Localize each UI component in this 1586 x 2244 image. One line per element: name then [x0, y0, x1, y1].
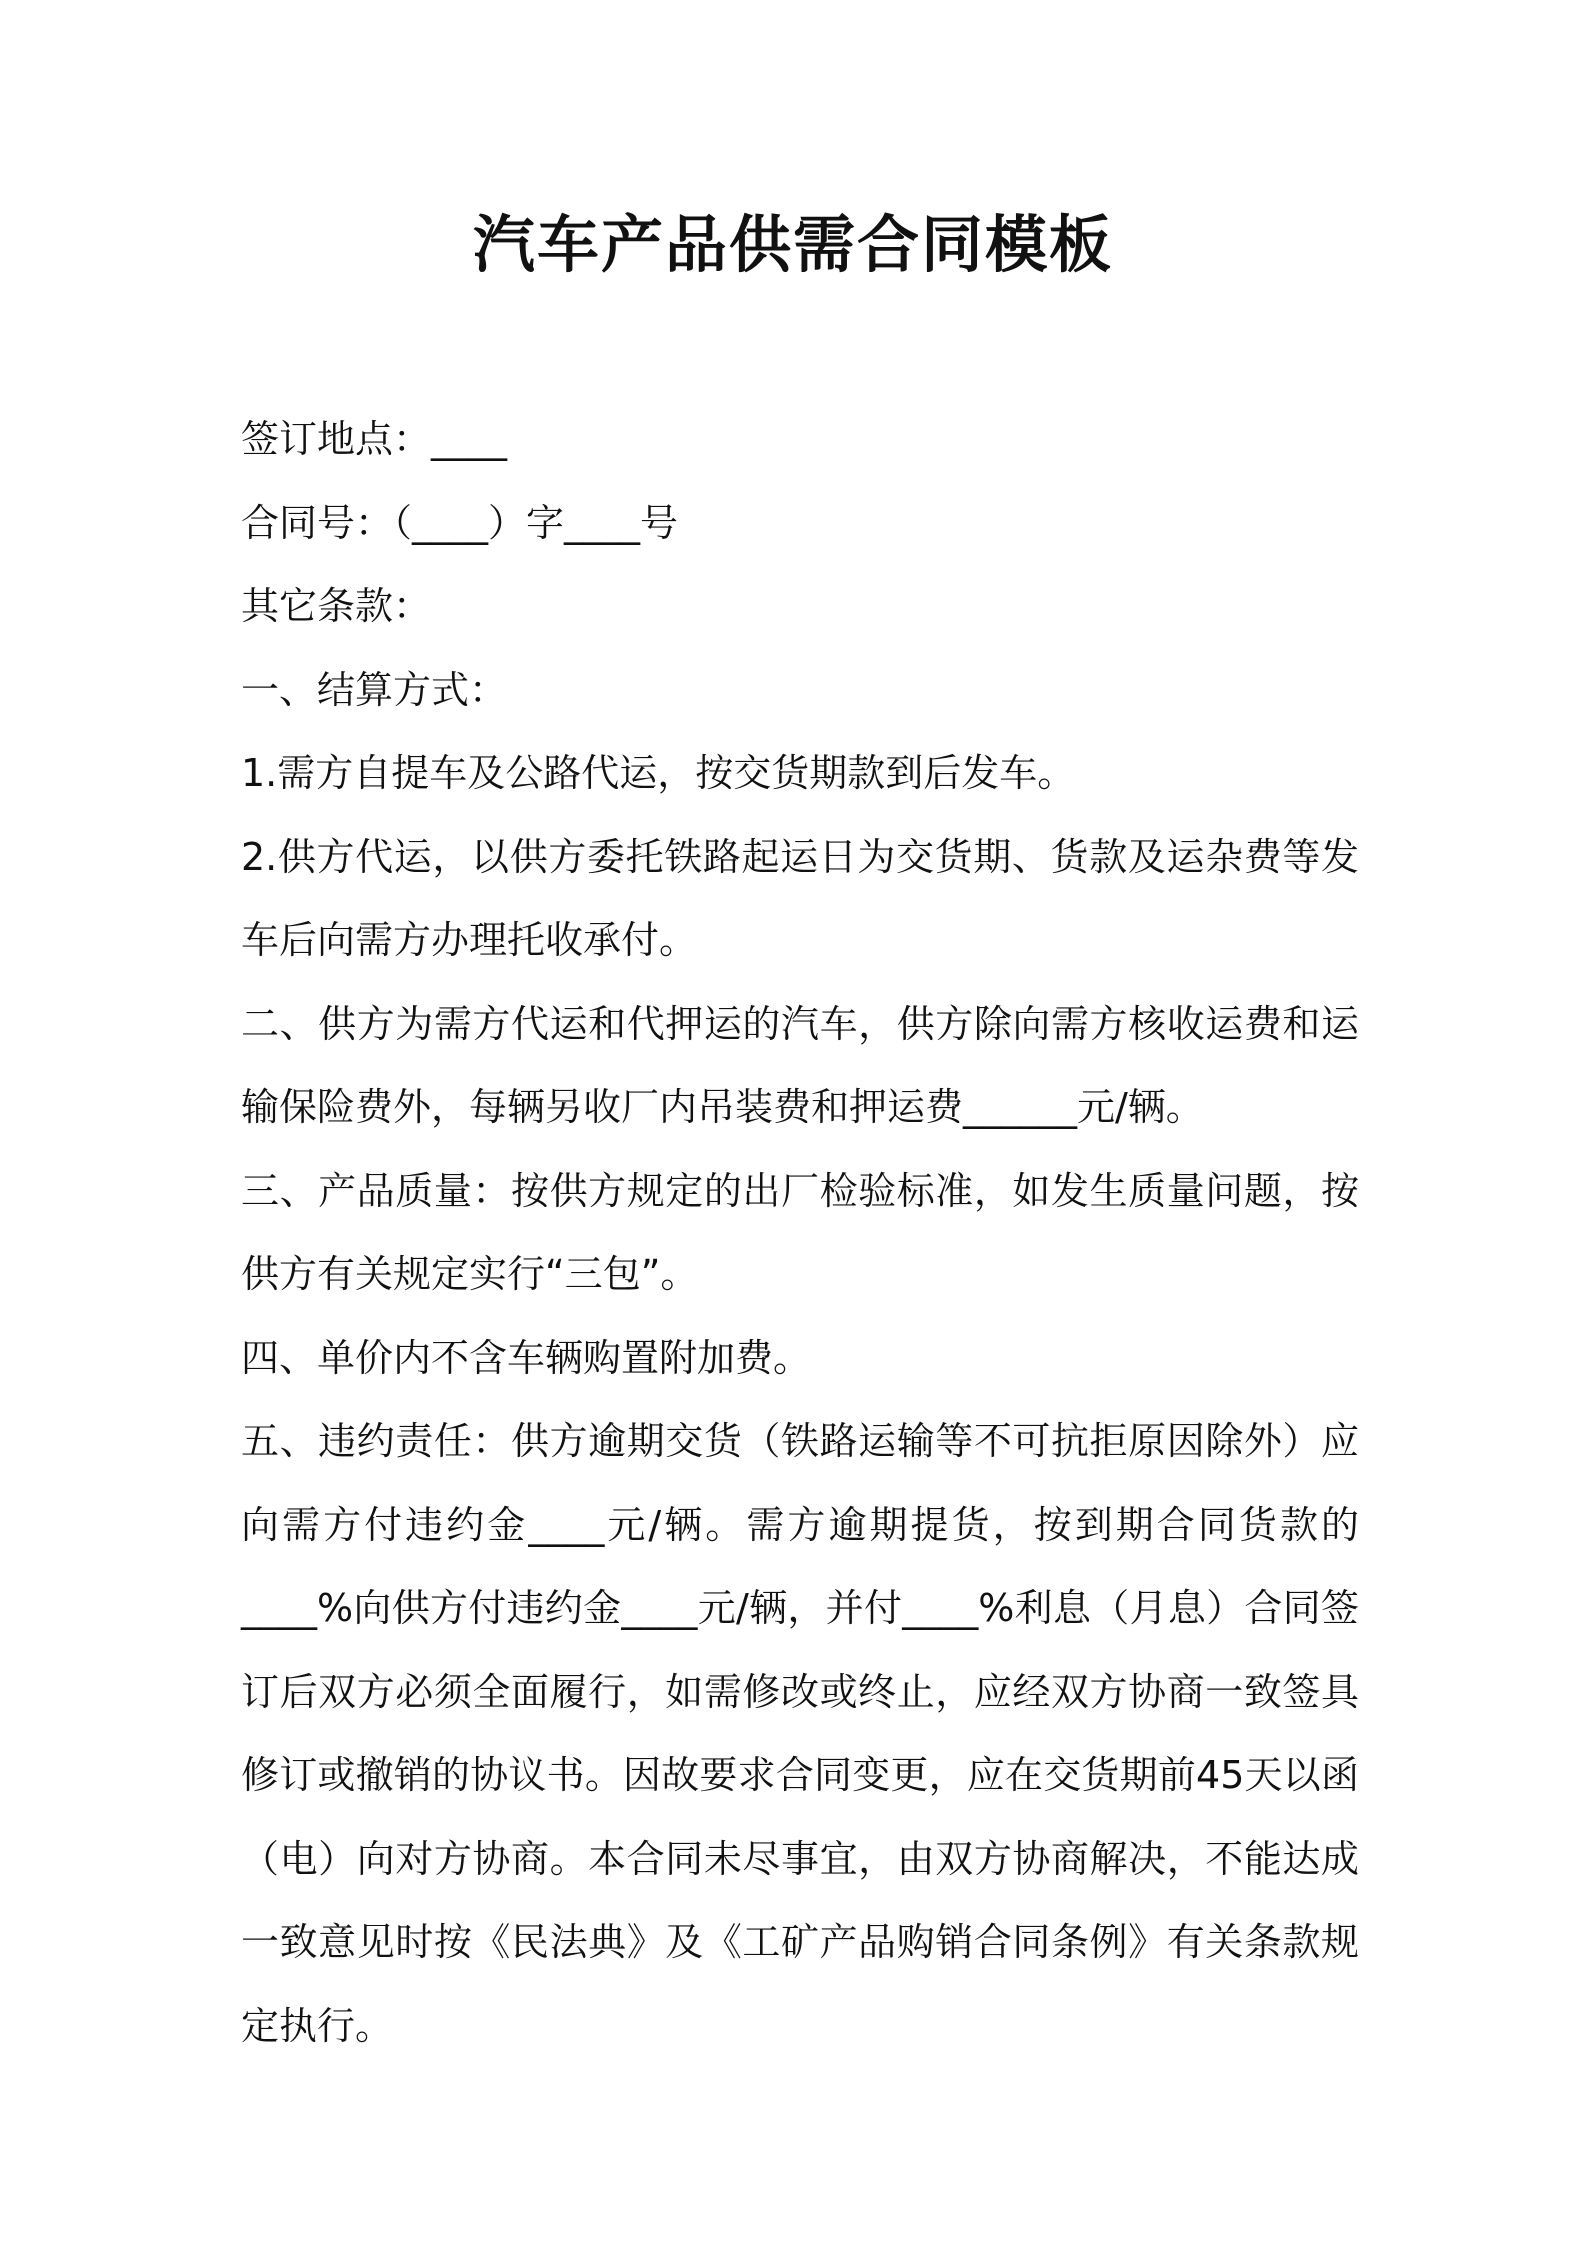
- clause-3-product-quality: 三、产品质量：按供方规定的出厂检验标准，如发生质量问题，按供方有关规定实行“三包”。: [241, 1168, 1359, 1296]
- signing-location-line: 签订地点：____: [241, 417, 508, 461]
- settlement-item-1: 1.需方自提车及公路代运，按交货期款到后发车。: [241, 751, 1076, 795]
- clause-2-shipping-fees: 二、供方为需方代运和代押运的汽车，供方除向需方核收运费和运输保险费外，每辆另收厂内吊装费和押运费______元/辆。: [241, 1001, 1359, 1129]
- settlement-method-heading: 一、结算方式：: [241, 667, 508, 712]
- clause-5-breach-liability: 五、违约责任：供方逾期交货（铁路运输等不可抗拒原因除外）应向需方付违约金____元/辆。需方逾期提货，按到期合同货款的____%向供方付违约金____元/辆，并付____%利息（月息）合同签订后双方必须全面履行，如需修改或终止，应经双方协商一致签具修订或撤销的协议书。因故要求合同变更，应在交货期前45天以函（电）向对方协商。本合同未尽事宜，由双方协商解决，不能达成一致意见时按《民法典》及《工矿产品购销合同条例》有关条款规定执行。: [241, 1419, 1359, 2048]
- other-terms-heading: 其它条款：: [241, 584, 432, 628]
- document-body: [241, 398, 1359, 2068]
- clause-4-unit-price: 四、单价内不含车辆购置附加费。: [241, 1335, 812, 1380]
- settlement-item-2: 2.供方代运，以供方委托铁路起运日为交货期、货款及运杂费等发车后向需方办理托收承付。: [241, 834, 1359, 962]
- document-title: 汽车产品供需合同模板: [472, 208, 1113, 281]
- contract-number-line: 合同号：（____）字____号: [241, 500, 679, 545]
